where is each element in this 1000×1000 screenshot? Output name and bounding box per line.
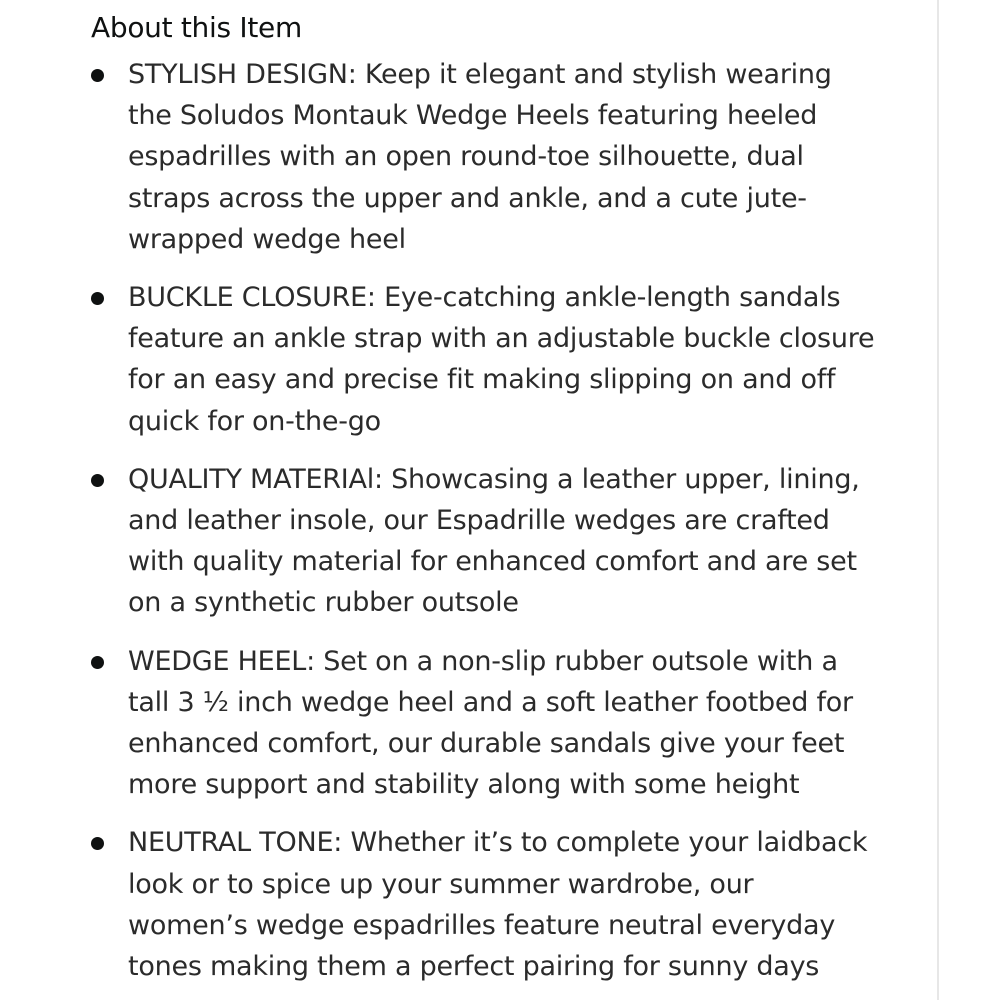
feature-bullet-list [91,54,921,1000]
feature-bullet-buckle-closure [91,277,921,442]
feature-bullet-quality-material [91,459,921,624]
bullet-text-line: WEDGE HEEL: Set on a non-slip rubber outsole with a [128,645,838,677]
bullet-dot-icon [91,837,104,850]
bullet-text-line: BUCKLE CLOSURE: Eye-catching ankle-length sandals [128,282,841,314]
feature-bullet-neutral-tone [91,822,921,987]
bullet-text-line: and leather insole, our Espadrille wedges are crafted [128,505,830,537]
bullet-dot-icon [91,656,104,669]
feature-bullet-stylish-design [91,54,921,260]
bullet-text-line: quick for on-the-go [128,405,381,437]
bullet-text-line: look or to spice up your summer wardrobe, our [128,868,754,900]
bullet-text-line: NEUTRAL TONE: Whether it’s to complete your laidback [128,827,868,859]
bullet-text-line: tones making them a perfect pairing for sunny days [128,951,820,983]
bullet-text-line: wrapped wedge heel [128,223,406,255]
bullet-text-line: tall 3 ½ inch wedge heel and a soft leather footbed for [128,686,853,718]
bullet-text-line: with quality material for enhanced comfort and are set [128,546,857,578]
bullet-text-line: straps across the upper and ankle, and a cute jute- [128,182,807,214]
section-heading: About this Item [91,11,302,44]
bullet-text-line: feature an ankle strap with an adjustable buckle closure [128,323,875,355]
bullet-text-line: enhanced comfort, our durable sandals give your feet [128,728,845,760]
bullet-text-line: espadrilles with an open round-toe silhouette, dual [128,141,804,173]
bullet-dot-icon [91,69,104,82]
bullet-text-line: QUALITY MATERIAl: Showcasing a leather upper, lining, [128,463,860,495]
bullet-text-line: STYLISH DESIGN: Keep it elegant and stylish wearing [128,59,832,90]
bullet-text-line: women’s wedge espadrilles feature neutral everyday [128,909,836,941]
feature-bullet-wedge-heel [91,641,921,806]
bullet-text-line: more support and stability along with some height [128,769,800,801]
right-divider [937,0,939,1000]
bullet-text-line: on a synthetic rubber outsole [128,587,519,619]
bullet-dot-icon [91,292,104,305]
bullet-text-line: the Soludos Montauk Wedge Heels featuring heeled [128,100,818,132]
bullet-text-line: for an easy and precise fit making slipping on and off [128,364,836,396]
bullet-dot-icon [91,474,104,487]
